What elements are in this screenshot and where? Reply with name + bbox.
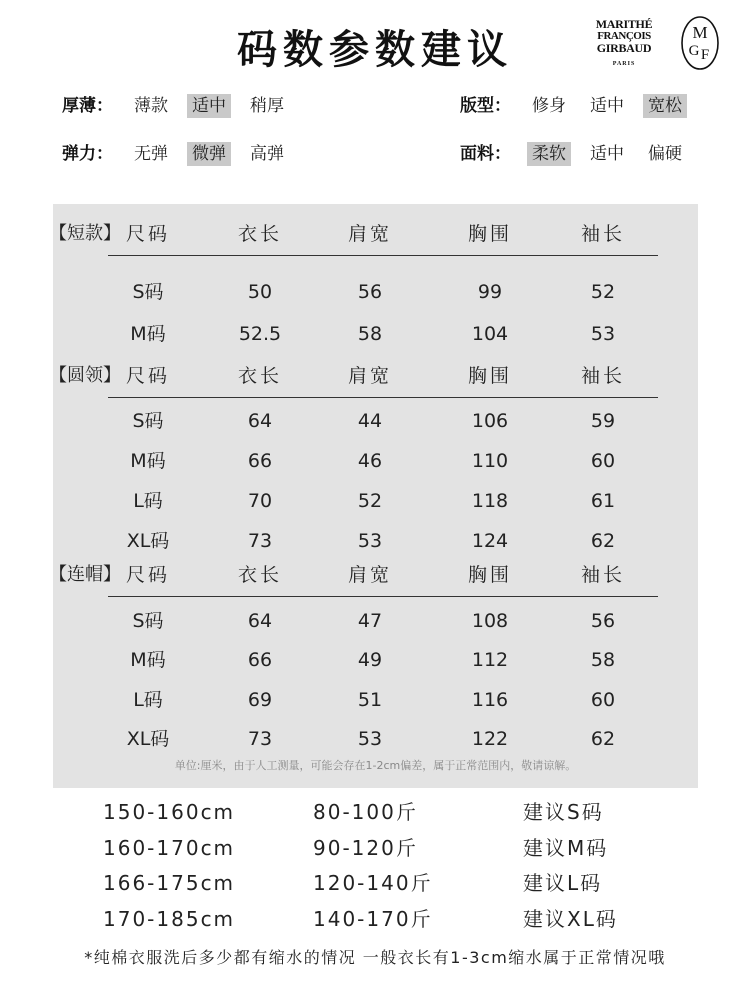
svg-text:M: M bbox=[692, 23, 708, 42]
table-cell: 52.5 bbox=[238, 323, 282, 345]
header-divider bbox=[108, 596, 658, 597]
brand-logo bbox=[583, 18, 665, 70]
table-cell: 53 bbox=[357, 728, 383, 750]
column-header: 衣长 bbox=[237, 564, 283, 586]
mfg-monogram-icon bbox=[680, 14, 720, 72]
table-cell: 104 bbox=[471, 323, 509, 345]
elasticity-label: 弹力： bbox=[62, 144, 113, 164]
measurement-note: 单位:厘米，由于人工测量，可能会存在1-2cm偏差，属于正常范围内，敬请谅解。 bbox=[174, 759, 577, 772]
section-label: 【短款】 bbox=[49, 223, 121, 244]
table-cell: 58 bbox=[590, 649, 616, 671]
height-range: 166-175cm bbox=[103, 871, 236, 895]
table-cell: 64 bbox=[247, 610, 273, 632]
table-cell: 64 bbox=[247, 410, 273, 432]
column-header: 胸围 bbox=[467, 365, 513, 387]
header-divider bbox=[108, 397, 658, 398]
column-header: 衣长 bbox=[237, 365, 283, 387]
suggested-size: 建议L码 bbox=[523, 871, 603, 895]
brand-line-4: PARIS bbox=[612, 61, 636, 67]
size-chart-panel bbox=[49, 204, 698, 788]
column-header: 袖长 bbox=[580, 365, 626, 387]
table-cell: L码 bbox=[133, 689, 163, 711]
brand-line-1: MARITHÉ bbox=[595, 17, 653, 31]
table-cell: 50 bbox=[247, 281, 273, 303]
table-cell: S码 bbox=[132, 610, 164, 632]
table-cell: 73 bbox=[247, 728, 273, 750]
table-cell: 106 bbox=[471, 410, 509, 432]
elasticity-option-high: 高弹 bbox=[250, 144, 284, 164]
column-header: 袖长 bbox=[580, 564, 626, 586]
elasticity-attribute bbox=[62, 142, 303, 166]
fabric-attribute bbox=[460, 142, 701, 166]
table-cell: 122 bbox=[471, 728, 509, 750]
table-cell: M码 bbox=[130, 323, 166, 345]
height-range: 170-185cm bbox=[103, 907, 236, 931]
table-row bbox=[53, 486, 698, 516]
table-cell: 52 bbox=[357, 490, 383, 512]
thickness-option-medium: 适中 bbox=[187, 94, 231, 118]
table-cell: 53 bbox=[357, 530, 383, 552]
thickness-label: 厚薄： bbox=[62, 96, 113, 116]
table-cell: 56 bbox=[590, 610, 616, 632]
column-header: 胸围 bbox=[467, 223, 513, 245]
table-cell: 53 bbox=[590, 323, 616, 345]
brand-line-2: FRANÇOIS bbox=[597, 30, 651, 42]
header-divider bbox=[108, 255, 658, 256]
thickness-option-thick: 稍厚 bbox=[250, 96, 284, 116]
table-cell: 118 bbox=[471, 490, 509, 512]
table-cell: 60 bbox=[590, 450, 616, 472]
table-row bbox=[53, 606, 698, 636]
recommendation-row bbox=[0, 799, 750, 825]
table-header-row bbox=[49, 560, 698, 590]
suggested-size: 建议M码 bbox=[523, 836, 609, 860]
elasticity-option-slight: 微弹 bbox=[187, 142, 231, 166]
table-cell: XL码 bbox=[126, 728, 170, 750]
column-header: 肩宽 bbox=[347, 365, 393, 387]
weight-range: 80-100斤 bbox=[313, 800, 418, 824]
weight-range: 120-140斤 bbox=[313, 871, 433, 895]
thickness-option-thin: 薄款 bbox=[134, 96, 168, 116]
table-cell: 73 bbox=[247, 530, 273, 552]
column-header: 尺码 bbox=[125, 223, 171, 245]
height-range: 160-170cm bbox=[103, 836, 236, 860]
table-cell: 110 bbox=[471, 450, 509, 472]
svg-text:G: G bbox=[688, 43, 700, 59]
thickness-attribute bbox=[62, 94, 303, 118]
suggested-size: 建议XL码 bbox=[523, 907, 618, 931]
recommendation-row bbox=[0, 835, 750, 861]
shrinkage-note: *纯棉衣服洗后多少都有缩水的情况 一般衣长有1-3cm缩水属于正常情况哦 bbox=[84, 948, 666, 967]
column-header: 尺码 bbox=[125, 564, 171, 586]
fit-label: 版型： bbox=[460, 96, 511, 116]
fit-option-slim: 修身 bbox=[532, 96, 566, 116]
table-row bbox=[53, 645, 698, 675]
table-cell: 62 bbox=[590, 530, 616, 552]
table-cell: 46 bbox=[357, 450, 383, 472]
height-range: 150-160cm bbox=[103, 800, 236, 824]
table-cell: 116 bbox=[471, 689, 509, 711]
table-cell: S码 bbox=[132, 281, 164, 303]
recommendation-row bbox=[0, 906, 750, 932]
column-header: 袖长 bbox=[580, 223, 626, 245]
weight-range: 90-120斤 bbox=[313, 836, 418, 860]
table-row bbox=[53, 724, 698, 754]
table-cell: 56 bbox=[357, 281, 383, 303]
table-row bbox=[53, 526, 698, 556]
table-cell: S码 bbox=[132, 410, 164, 432]
fabric-option-medium: 适中 bbox=[590, 144, 624, 164]
section-label: 【圆领】 bbox=[49, 365, 121, 386]
column-header: 肩宽 bbox=[347, 223, 393, 245]
table-cell: 112 bbox=[471, 649, 509, 671]
table-cell: 51 bbox=[357, 689, 383, 711]
column-header: 肩宽 bbox=[347, 564, 393, 586]
fit-attribute bbox=[460, 94, 701, 118]
fit-option-regular: 适中 bbox=[590, 96, 624, 116]
table-row bbox=[53, 685, 698, 715]
fit-option-loose: 宽松 bbox=[643, 94, 687, 118]
page-title: 码数参数建议 bbox=[237, 27, 513, 73]
table-cell: 60 bbox=[590, 689, 616, 711]
table-row bbox=[53, 277, 698, 307]
table-header-row bbox=[49, 219, 698, 249]
column-header: 尺码 bbox=[125, 365, 171, 387]
table-cell: L码 bbox=[133, 490, 163, 512]
weight-range: 140-170斤 bbox=[313, 907, 433, 931]
svg-text:F: F bbox=[700, 47, 710, 63]
column-header: 胸围 bbox=[467, 564, 513, 586]
table-cell: 70 bbox=[247, 490, 273, 512]
table-cell: 62 bbox=[590, 728, 616, 750]
table-cell: 124 bbox=[471, 530, 509, 552]
table-row bbox=[53, 446, 698, 476]
table-cell: 61 bbox=[590, 490, 616, 512]
elasticity-option-none: 无弹 bbox=[134, 144, 168, 164]
fabric-option-soft: 柔软 bbox=[527, 142, 571, 166]
table-cell: 66 bbox=[247, 649, 273, 671]
section-label: 【连帽】 bbox=[49, 564, 121, 585]
fabric-option-stiff: 偏硬 bbox=[648, 144, 682, 164]
table-cell: M码 bbox=[130, 649, 166, 671]
table-cell: 47 bbox=[357, 610, 383, 632]
table-row bbox=[53, 406, 698, 436]
fabric-label: 面料： bbox=[460, 144, 511, 164]
table-cell: 99 bbox=[477, 281, 503, 303]
table-cell: 59 bbox=[590, 410, 616, 432]
table-header-row bbox=[49, 361, 698, 391]
table-cell: 52 bbox=[590, 281, 616, 303]
table-cell: 69 bbox=[247, 689, 273, 711]
brand-line-3: GIRBAUD bbox=[596, 41, 652, 55]
table-cell: 58 bbox=[357, 323, 383, 345]
table-cell: 49 bbox=[357, 649, 383, 671]
table-row bbox=[53, 319, 698, 349]
table-cell: XL码 bbox=[126, 530, 170, 552]
table-cell: 108 bbox=[471, 610, 509, 632]
table-cell: 44 bbox=[357, 410, 383, 432]
table-cell: 66 bbox=[247, 450, 273, 472]
table-cell: M码 bbox=[130, 450, 166, 472]
suggested-size: 建议S码 bbox=[523, 800, 604, 824]
recommendation-row bbox=[0, 870, 750, 896]
column-header: 衣长 bbox=[237, 223, 283, 245]
